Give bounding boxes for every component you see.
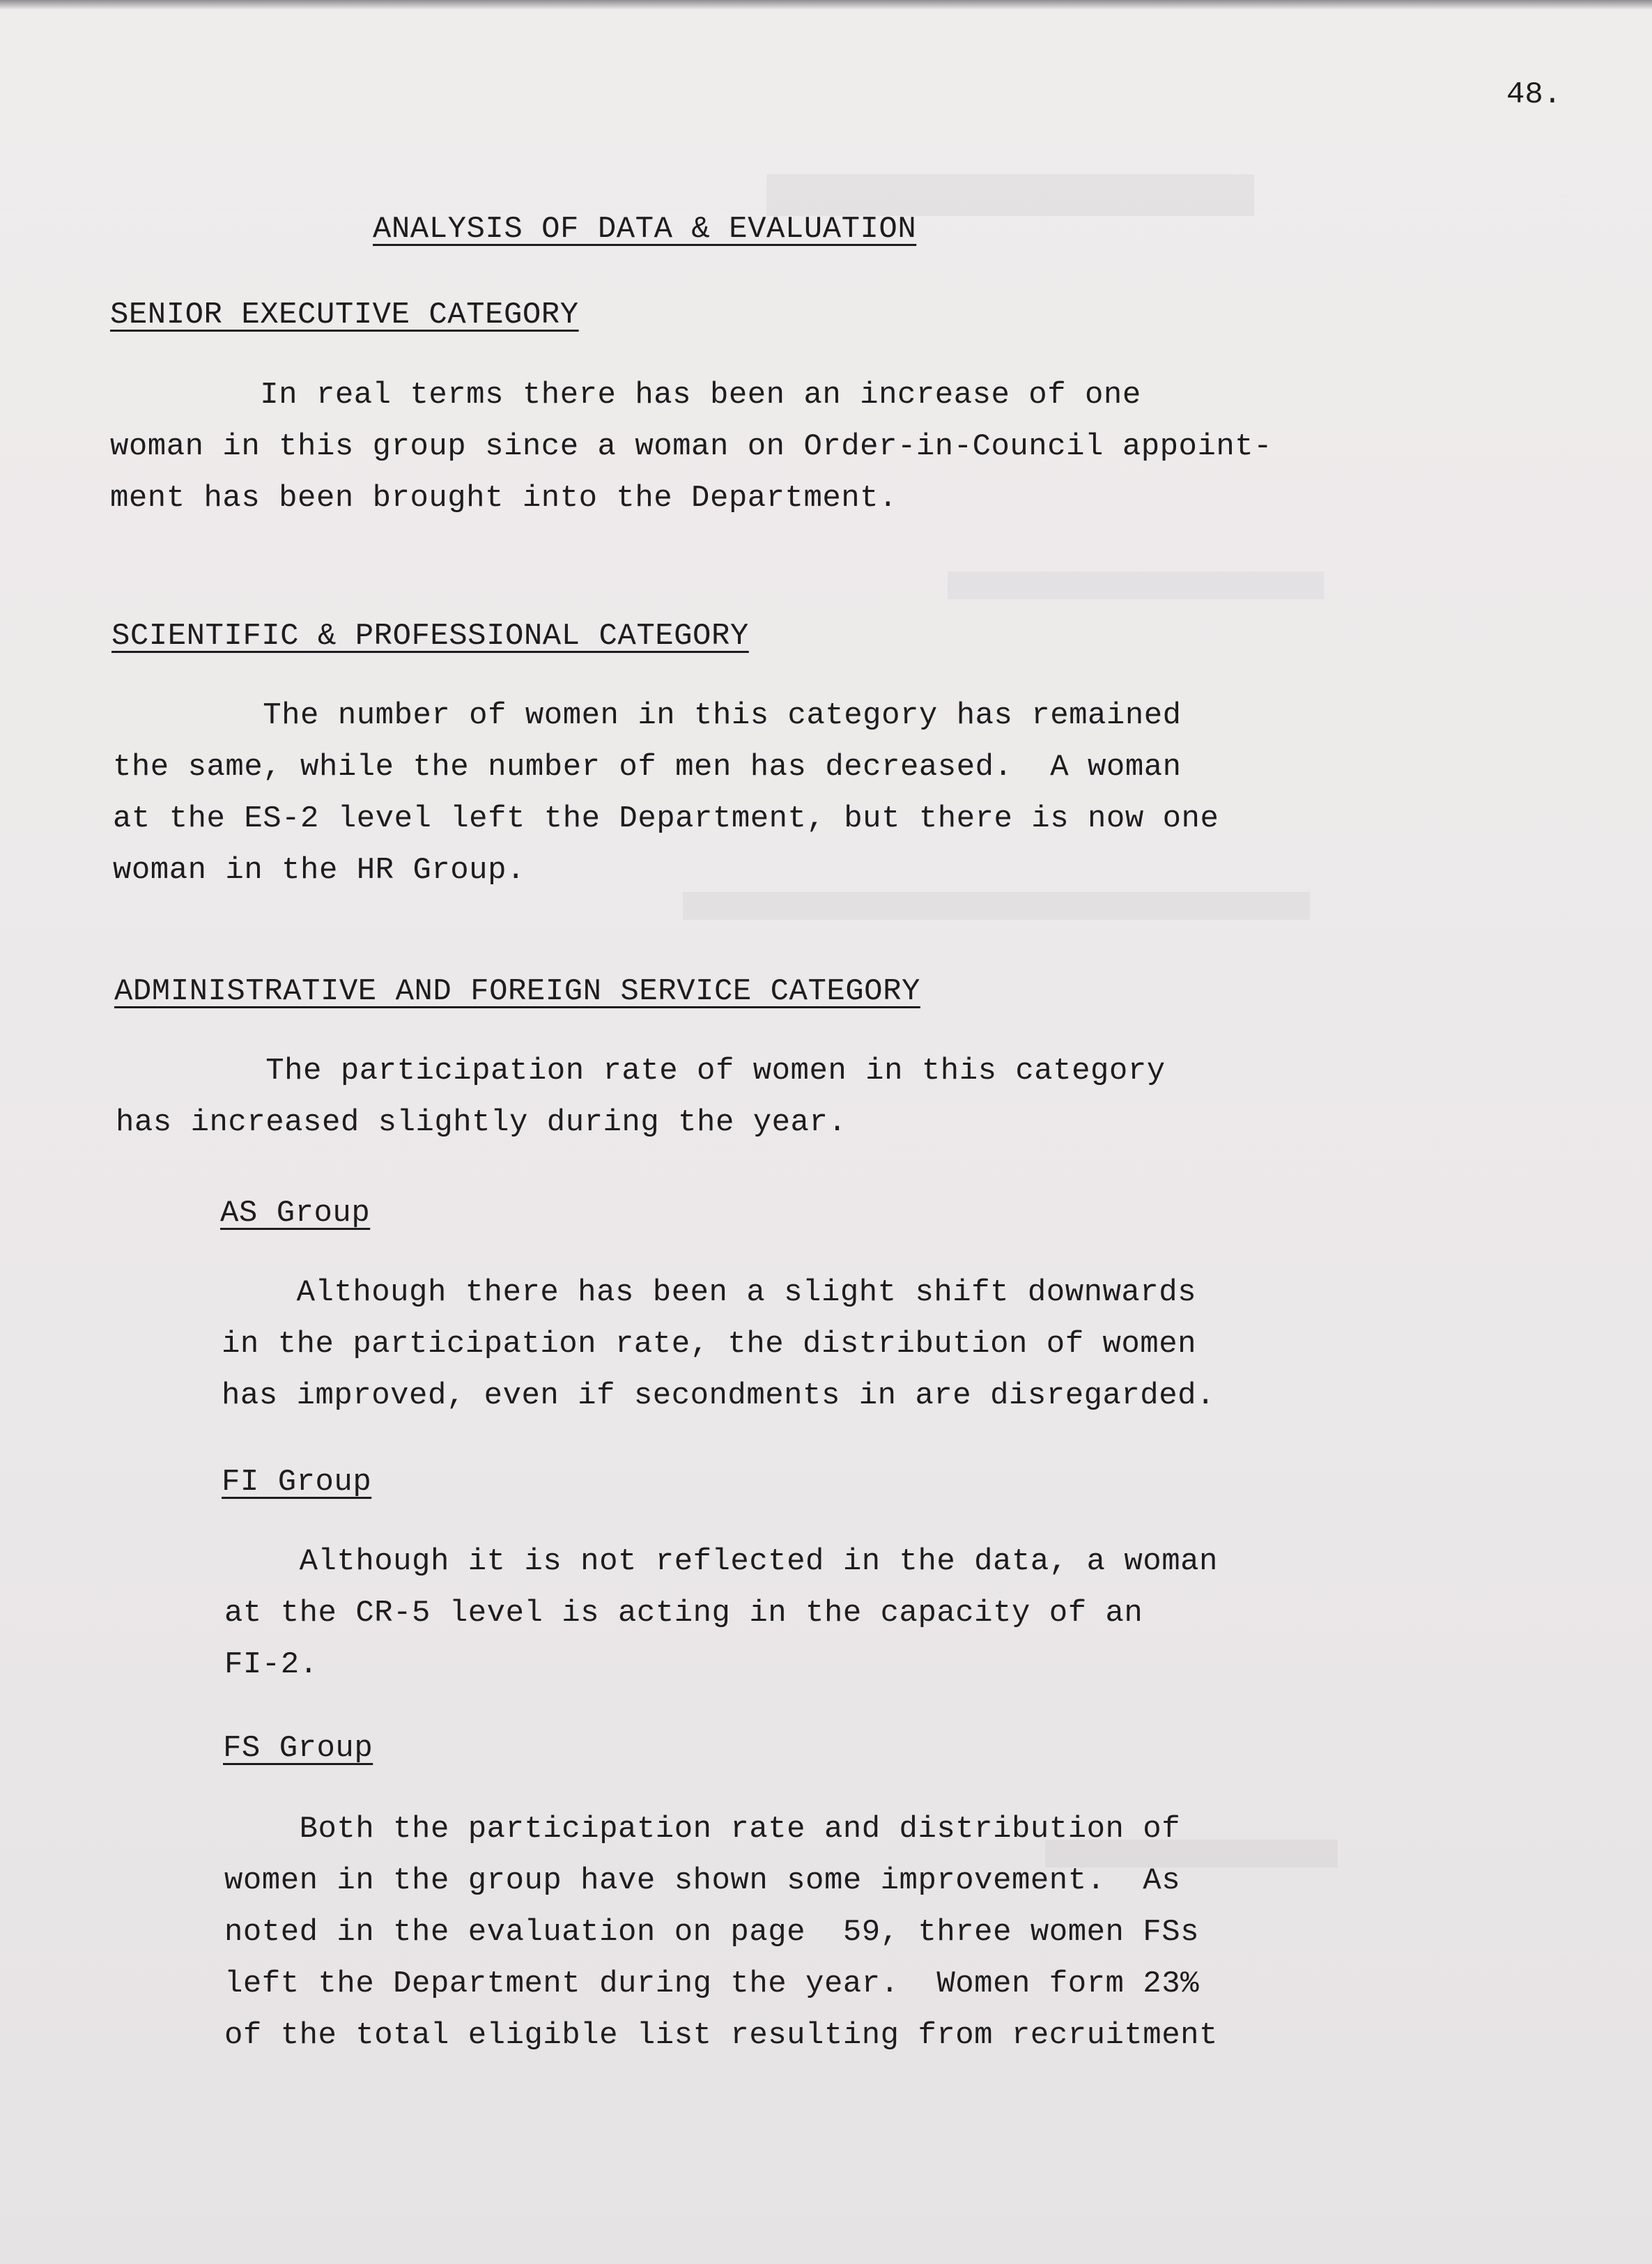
section-heading-senior-executive: SENIOR EXECUTIVE CATEGORY xyxy=(110,298,579,332)
paragraph-line: has increased slightly during the year. xyxy=(116,1105,847,1140)
section-heading-scientific-professional: SCIENTIFIC & PROFESSIONAL CATEGORY xyxy=(111,619,749,654)
subsection-heading-fs-group: FS Group xyxy=(223,1731,373,1766)
paragraph-line: ment has been brought into the Department. xyxy=(110,481,897,516)
paragraph-line: Although there has been a slight shift downwards xyxy=(222,1275,1197,1310)
paragraph-line: Although it is not reflected in the data, a woman xyxy=(224,1544,1218,1579)
document-title: ANALYSIS OF DATA & EVALUATION xyxy=(373,212,917,247)
paragraph-line: In real terms there has been an increase of one xyxy=(110,378,1141,413)
subsection-heading-fi-group: FI Group xyxy=(222,1465,372,1500)
show-through-shadow xyxy=(683,892,1310,920)
paragraph-line: Both the participation rate and distribution of xyxy=(224,1812,1181,1847)
subsection-heading-as-group: AS Group xyxy=(220,1196,371,1231)
section-heading-administrative-foreign-service: ADMINISTRATIVE AND FOREIGN SERVICE CATEGORY xyxy=(114,974,920,1009)
paragraph-line: noted in the evaluation on page 59, three women FSs xyxy=(224,1915,1200,1950)
paragraph-line: at the ES-2 level left the Department, but there is now one xyxy=(113,801,1219,836)
paragraph-line: the same, while the number of men has decreased. A woman xyxy=(113,750,1182,785)
paragraph-line: The number of women in this category has remained xyxy=(113,698,1182,733)
paragraph-line: woman in this group since a woman on Order-in-Council appoint- xyxy=(110,429,1273,464)
paragraph-line: women in the group have shown some improvement. As xyxy=(224,1863,1181,1898)
paragraph-line: FI-2. xyxy=(224,1647,318,1682)
paragraph-line: left the Department during the year. Women form 23% xyxy=(224,1966,1200,2001)
paragraph-line: at the CR-5 level is acting in the capacity of an xyxy=(224,1596,1143,1631)
paragraph-line: in the participation rate, the distribution of women xyxy=(222,1327,1197,1362)
page-top-edge xyxy=(0,0,1652,10)
paragraph-line: woman in the HR Group. xyxy=(113,853,525,888)
paragraph-line: has improved, even if secondments in are disregarded. xyxy=(222,1378,1215,1413)
paragraph-line: of the total eligible list resulting from recruitment xyxy=(224,2018,1218,2053)
show-through-shadow xyxy=(948,571,1324,599)
page-number: 48. xyxy=(1506,77,1562,112)
paragraph-line: The participation rate of women in this category xyxy=(116,1054,1166,1088)
